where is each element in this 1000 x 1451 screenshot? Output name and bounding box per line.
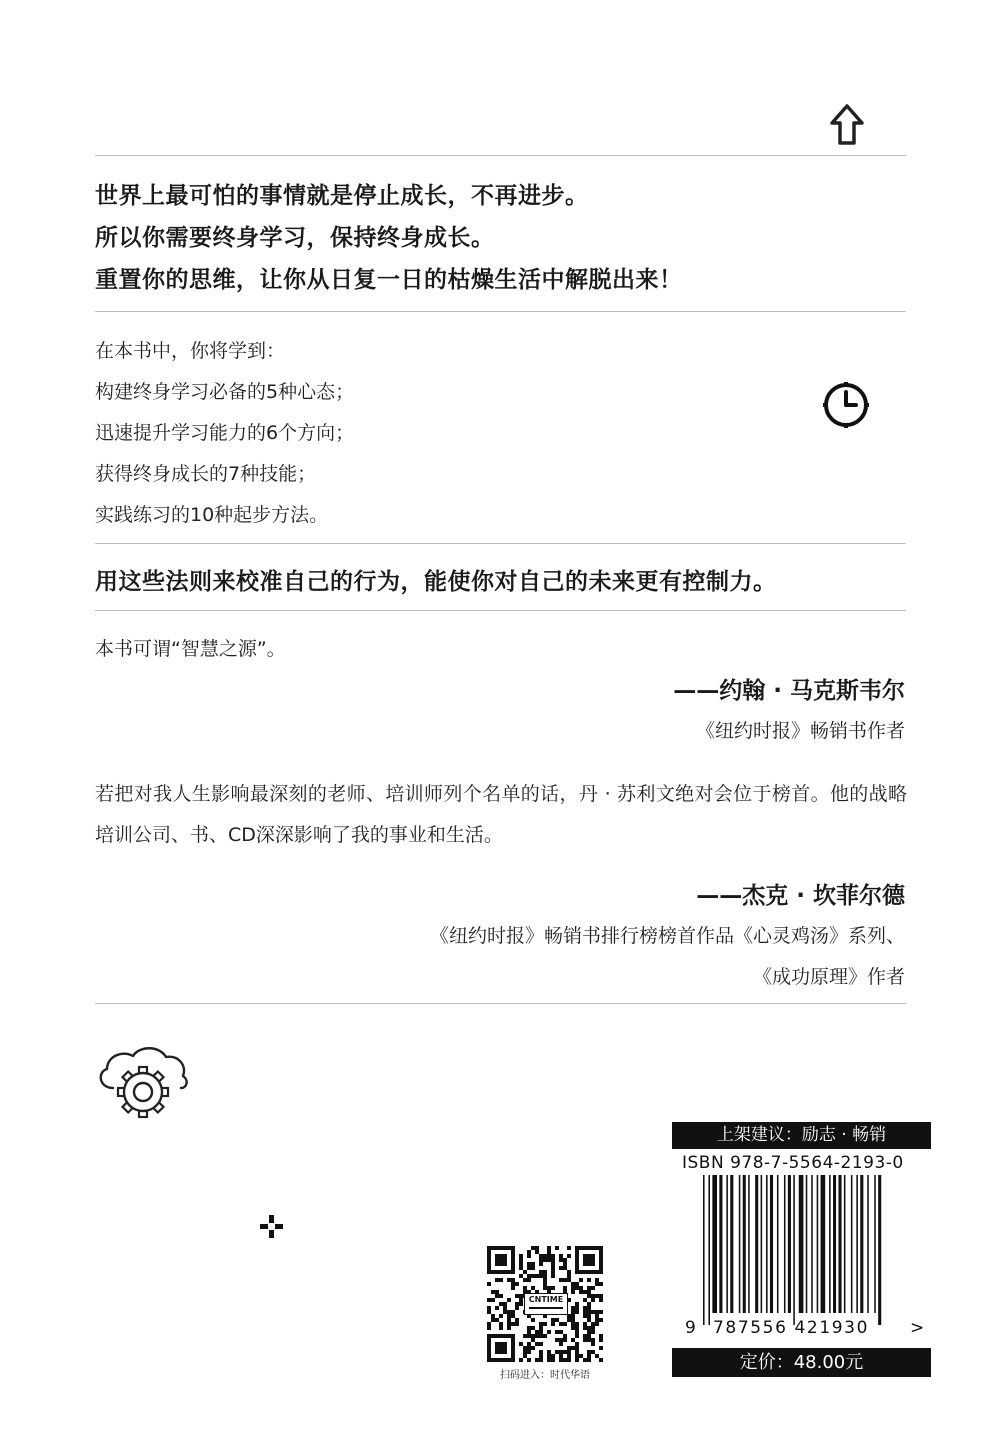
learn-heading: 在本书中，你将学到： (95, 340, 286, 362)
barcode-tail: > (910, 1318, 925, 1338)
divider (95, 543, 906, 544)
up-arrow-icon (828, 103, 866, 147)
qr-logo-text: CNTIME (528, 1295, 564, 1304)
quote-text: 若把对我人生影响最深刻的老师、培训师列个名单的话，丹 · 苏利文绝对会位于榜首。他的战略培训公司、书、CD深深影响了我的事业和生活。 (95, 783, 907, 846)
learn-item: 构建终身学习必备的5种心态； (95, 381, 355, 403)
qr-logo (524, 1293, 568, 1315)
intro-line: 世界上最可怕的事情就是停止成长，不再进步。 (95, 183, 589, 209)
divider (95, 1003, 906, 1004)
learn-item: 获得终身成长的7种技能； (95, 463, 317, 485)
quote-author-role: 《成功原理》作者 (752, 966, 905, 988)
quote-author: ——约翰 · 马克斯韦尔 (673, 678, 905, 704)
quote-author-role: 《纽约时报》畅销书排行榜榜首作品《心灵鸡汤》系列、 (429, 925, 905, 947)
divider (95, 311, 906, 312)
price-bar: 定价：48.00元 (672, 1348, 931, 1377)
isbn-text: ISBN 978-7-5564-2193-0 (682, 1153, 904, 1173)
intro-line: 重置你的思维，让你从日复一日的枯燥生活中解脱出来！ (95, 267, 683, 293)
qr-logo-bar (529, 1307, 563, 1309)
clock-icon (821, 380, 871, 430)
crosshair-icon (259, 1214, 284, 1239)
quote-text: 本书可谓“智慧之源”。 (95, 638, 286, 660)
barcode (703, 1175, 918, 1325)
cloud-gear-icon (95, 1042, 190, 1122)
quote-author-role: 《纽约时报》畅销书作者 (695, 720, 905, 742)
shelf-category-bar: 上架建议：励志 · 畅销 (672, 1122, 931, 1149)
barcode-digits: 787556 421930 (713, 1318, 869, 1338)
intro-line: 所以你需要终身学习，保持终身成长。 (95, 225, 495, 251)
learn-item: 迅速提升学习能力的6个方向； (95, 422, 355, 444)
divider (95, 155, 906, 156)
divider (95, 610, 906, 611)
learn-item: 实践练习的10种起步方法。 (95, 504, 329, 526)
tagline: 用这些法则来校准自己的行为，能使你对自己的未来更有控制力。 (95, 569, 777, 595)
qr-caption: 扫码进入：时代华语 (500, 1370, 590, 1381)
quote-author: ——杰克 · 坎菲尔德 (696, 883, 905, 909)
barcode-first-digit: 9 (685, 1318, 696, 1338)
